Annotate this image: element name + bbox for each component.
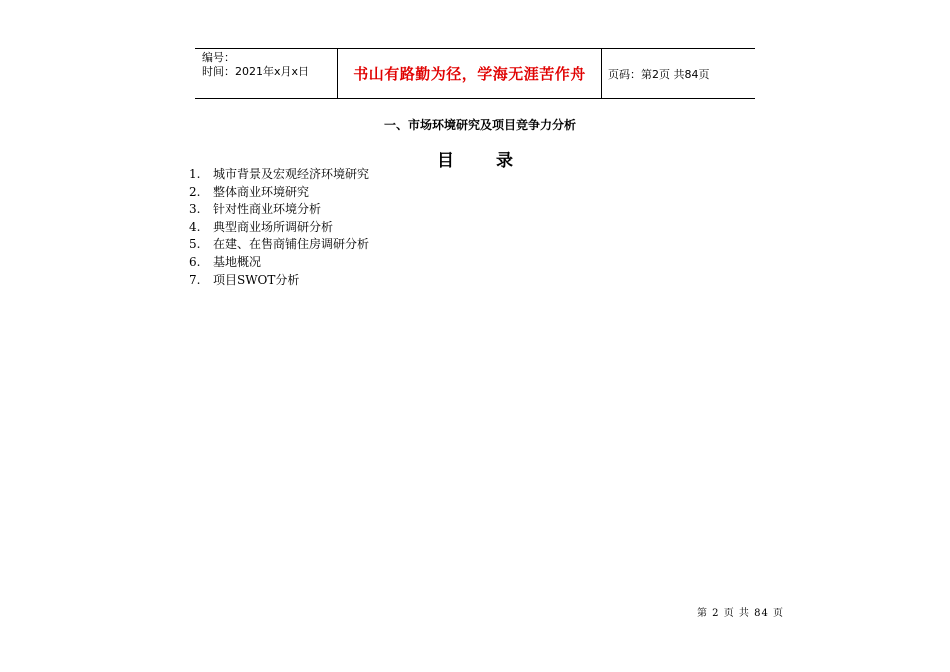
- toc-item: [189, 166, 369, 184]
- toc-item-number: 1.: [189, 167, 201, 181]
- toc-item: [189, 219, 369, 237]
- toc-title: 目录: [437, 151, 555, 171]
- header-motto: 书山有路勤为径，学海无涯苦作舟: [353, 65, 586, 83]
- document-number-label: 编号：: [202, 51, 235, 64]
- toc-item-number: 7.: [189, 272, 201, 287]
- toc-item-label: 城市背景及宏观经济环境研究: [213, 167, 370, 181]
- toc-item-label: 基地概况: [213, 254, 262, 269]
- page-footer: 第 2 页 共 84 页: [697, 608, 784, 619]
- toc-list: [189, 166, 369, 289]
- document-header: [195, 48, 755, 99]
- toc-item-label: 针对性商业环境分析: [213, 202, 322, 217]
- toc-item-number: 6.: [189, 254, 201, 269]
- toc-item-label: 在建、在售商铺住房调研分析: [213, 237, 370, 252]
- toc-item: [189, 272, 369, 290]
- section-title: 一、市场环境研究及项目竞争力分析: [383, 118, 576, 132]
- toc-item-number: 4.: [189, 219, 201, 234]
- header-motto-cell: [338, 49, 602, 98]
- toc-item-label: 项目SWOT分析: [213, 272, 300, 287]
- header-page-info: 页码：第2页 共84页: [608, 67, 710, 81]
- header-meta-cell: [195, 49, 338, 98]
- toc-item: [189, 254, 369, 272]
- toc-item-label: 典型商业场所调研分析: [213, 219, 334, 234]
- toc-item-number: 5.: [189, 237, 201, 252]
- document-time-label: 时间：2021年x月x日: [202, 65, 310, 78]
- toc-item-number: 3.: [189, 202, 201, 217]
- toc-item-label: 整体商业环境研究: [213, 184, 310, 199]
- header-page-cell: [602, 49, 755, 98]
- toc-item: [189, 236, 369, 254]
- toc-item: [189, 184, 369, 202]
- toc-item-number: 2.: [189, 184, 201, 199]
- toc-item: [189, 201, 369, 219]
